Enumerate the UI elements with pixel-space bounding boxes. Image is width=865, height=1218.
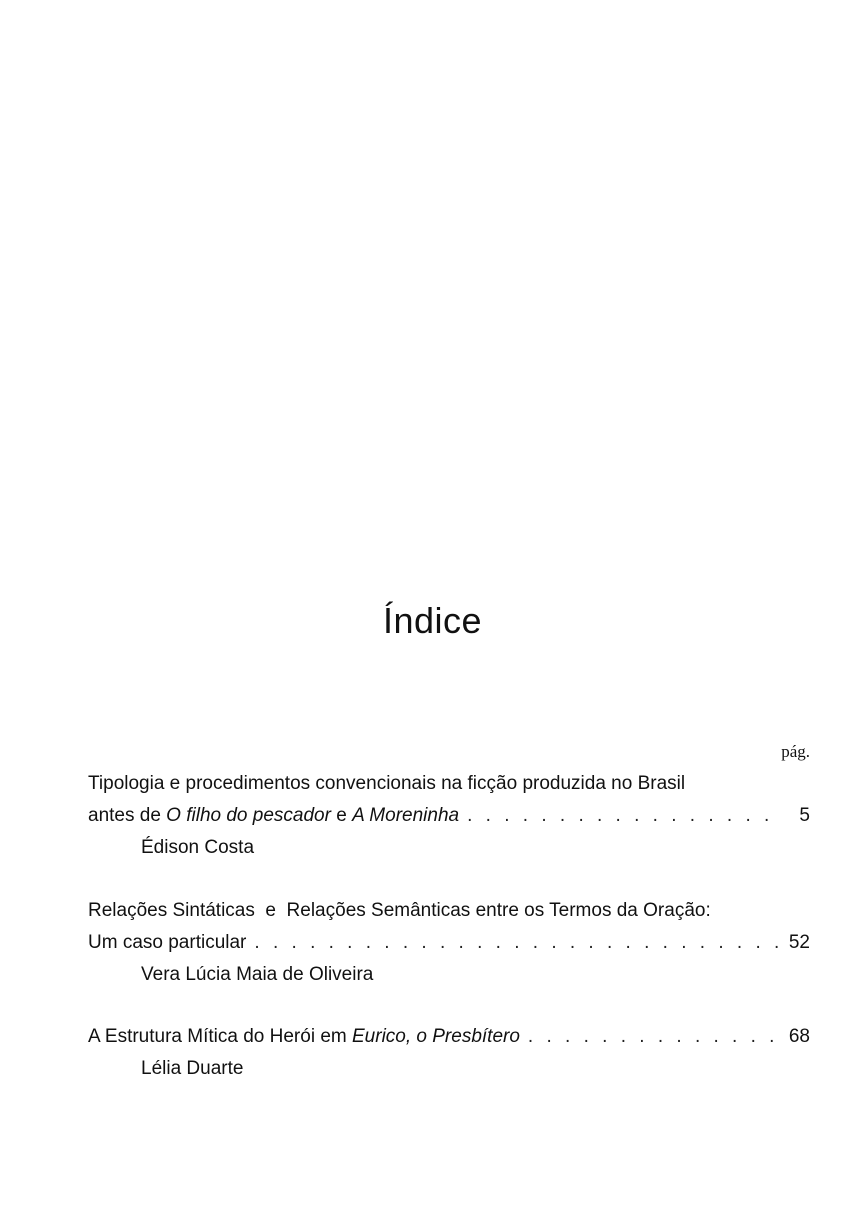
entry-title-line xyxy=(88,768,810,800)
entry-title-line-with-page xyxy=(88,1021,810,1053)
work-title: Eurico, o Presbítero xyxy=(352,1026,520,1047)
toc-entry xyxy=(88,895,810,991)
entry-title: Tipologia e procedimentos convencionais na ficção produzida no Brasil xyxy=(88,773,686,794)
page-column-label: pág. xyxy=(781,742,810,761)
page-number: 68 xyxy=(788,1026,810,1047)
entry-title: A Estrutura Mítica do Herói em Eurico, o Presbítero xyxy=(88,1026,520,1047)
toc-entry xyxy=(88,768,810,864)
page-number: 5 xyxy=(799,805,810,826)
dot-leader xyxy=(254,927,778,959)
entry-title-line-with-page xyxy=(88,927,810,959)
entry-title: Relações Sintáticas e Relações Semânticas entre os Termos da Oração: xyxy=(88,900,711,921)
entry-author: Lélia Duarte xyxy=(141,1058,244,1079)
entry-author: Vera Lúcia Maia de Oliveira xyxy=(141,964,374,985)
entry-title-continued: Um caso particular xyxy=(88,932,247,953)
work-title: O filho do pescador xyxy=(166,805,331,826)
entry-title-line-with-page xyxy=(88,800,810,832)
page-title: Índice xyxy=(382,600,483,641)
page-number: 52 xyxy=(788,932,810,953)
work-title: A Moreninha xyxy=(352,805,460,826)
entry-author: Édison Costa xyxy=(141,837,255,858)
entry-title-line xyxy=(88,895,810,927)
dot-leader xyxy=(528,1021,778,1053)
toc-entry xyxy=(88,1021,810,1085)
entry-title-continued: antes de O filho do pescador e A Moreninha xyxy=(88,805,460,826)
dot-leader xyxy=(467,800,778,832)
